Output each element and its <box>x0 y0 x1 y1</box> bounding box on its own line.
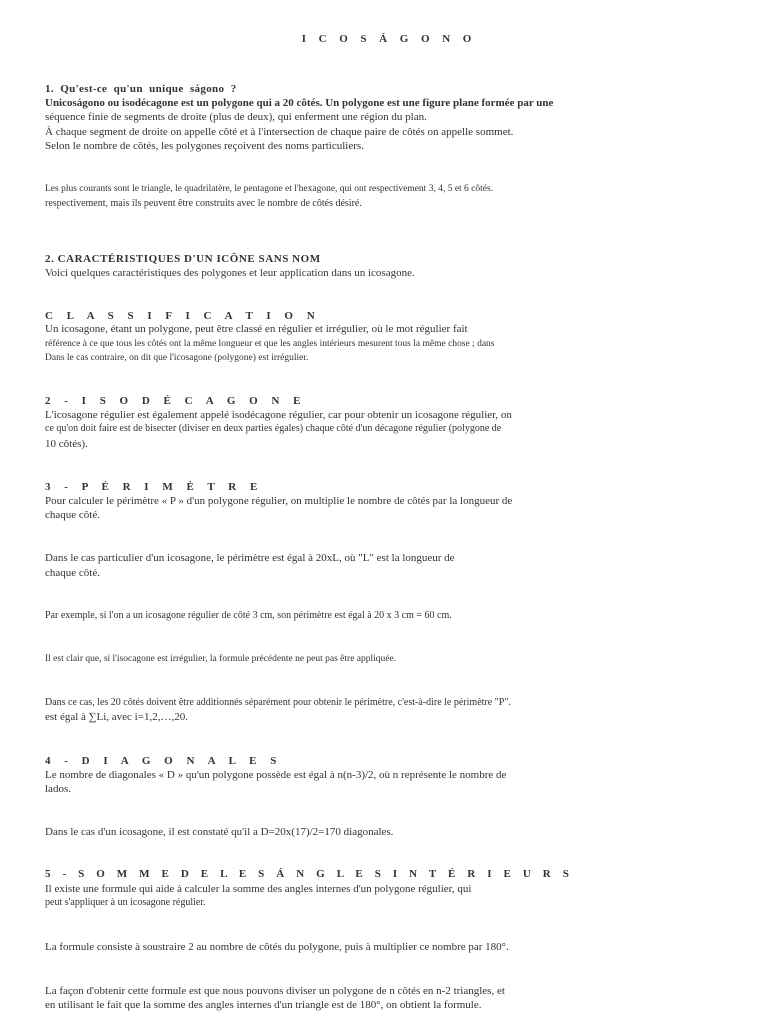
document-title: I C O S Á G O N O <box>301 33 477 45</box>
section-1-line-1: Unicoságono ou isodécagone est un polygone qui a 20 côtés. Un polygone est une figure plane formée par une <box>45 97 554 109</box>
diagonales-example: Dans le cas d'un icosagone, il est constaté qu'il a D=20x(17)/2=170 diagonales. <box>45 826 394 838</box>
diagonales-heading: 4 - D I A G O N A L E S <box>45 755 282 767</box>
section-2-line-1: Voici quelques caractéristiques des polygones et leur application dans un icosagone. <box>45 267 415 279</box>
section-2-heading: 2. CARACTÉRISTIQUES D'UN ICÔNE SANS NOM <box>45 253 321 265</box>
classification-line-2: référence à ce que tous les côtés ont la même longueur et que les angles intérieurs mesurent tous la même chose ; dans <box>45 339 495 349</box>
perimetre-para2-line-1: Dans le cas particulier d'un icosagone, le périmètre est égal à 20xL, où "L" est la longueur de <box>45 552 455 564</box>
perimetre-para5-line-2: est égal à ∑Li, avec i=1,2,…,20. <box>45 711 188 723</box>
perimetre-line-2: chaque côté. <box>45 509 100 521</box>
angles-heading: 5 - S O M M E D E L E S Á N G L E S I N T É R I E U R S <box>45 868 574 880</box>
diagonales-line-2: lados. <box>45 783 71 795</box>
isodecagone-heading: 2 - I S O D É C A G O N E <box>45 395 306 407</box>
perimetre-para2-line-2: chaque côté. <box>45 567 100 579</box>
angles-para3-line-2: en utilisant le fait que la somme des angles internes d'un triangle est de 180°, on obtient la formule. <box>45 999 482 1011</box>
section-1-para2-line-1: Les plus courants sont le triangle, le quadrilatère, le pentagone et l'hexagone, qui ont respectivement 3, 4, 5 et 6 côtés. <box>45 184 494 194</box>
section-1-heading: 1. Qu'est-ce qu'un unique ságono ? <box>45 83 237 95</box>
angles-formula: La formule consiste à soustraire 2 au nombre de côtés du polygone, puis à multiplier ce nombre par 180°. <box>45 941 509 953</box>
section-1-line-3: À chaque segment de droite on appelle côté et à l'intersection de chaque paire de côtés on appelle sommet. <box>45 126 514 138</box>
perimetre-line-1: Pour calculer le périmètre « P » d'un polygone régulier, on multiplie le nombre de côtés par la longueur de <box>45 495 513 507</box>
section-1-line-2: séquence finie de segments de droite (plus de deux), qui enferment une région du plan. <box>45 111 427 123</box>
classification-line-1: Un icosagone, étant un polygone, peut être classé en régulier et irrégulier, où le mot régulier fait <box>45 323 468 335</box>
perimetre-para5-line-1: Dans ce cas, les 20 côtés doivent être additionnés séparément pour obtenir le périmètre, c'est-à-dire le périmètre "P". <box>45 697 511 708</box>
perimetre-example: Par exemple, si l'on a un icosagone régulier de côté 3 cm, son périmètre est égal à 20 x 3 cm = 60 cm. <box>45 610 452 621</box>
perimetre-irregular-note: Il est clair que, si l'isocagone est irrégulier, la formule précédente ne peut pas être appliquée. <box>45 654 397 664</box>
classification-line-3: Dans le cas contraire, on dit que l'icosagone (polygone) est irrégulier. <box>45 353 309 363</box>
section-1-para2-line-2: respectivement, mais ils peuvent être construits avec le nombre de côtés désiré. <box>45 198 362 209</box>
angles-para3-line-1: La façon d'obtenir cette formule est que nous pouvons diviser un polygone de n côtés en n-2 triangles, et <box>45 985 505 997</box>
section-1-line-4: Selon le nombre de côtés, les polygones reçoivent des noms particuliers. <box>45 140 364 152</box>
isodecagone-line-3: 10 côtés). <box>45 438 88 450</box>
perimetre-heading: 3 - P É R I M È T R E <box>45 481 263 493</box>
diagonales-line-1: Le nombre de diagonales « D » qu'un polygone possède est égal à n(n-3)/2, où n représente le nombre de <box>45 769 507 781</box>
angles-line-2: peut s'appliquer à un icosagone régulier. <box>45 897 206 908</box>
isodecagone-line-1: L'icosagone régulier est également appelé isodécagone régulier, car pour obtenir un icosagone régulier, on <box>45 409 512 421</box>
angles-line-1: Il existe une formule qui aide à calculer la somme des angles internes d'un polygone régulier, qui <box>45 883 472 895</box>
classification-heading: C L A S S I F I C A T I O N <box>45 310 321 322</box>
isodecagone-line-2: ce qu'on doit faire est de bisecter (diviser en deux parties égales) chaque côté d'un décagone régulier (polygone de <box>45 423 502 434</box>
